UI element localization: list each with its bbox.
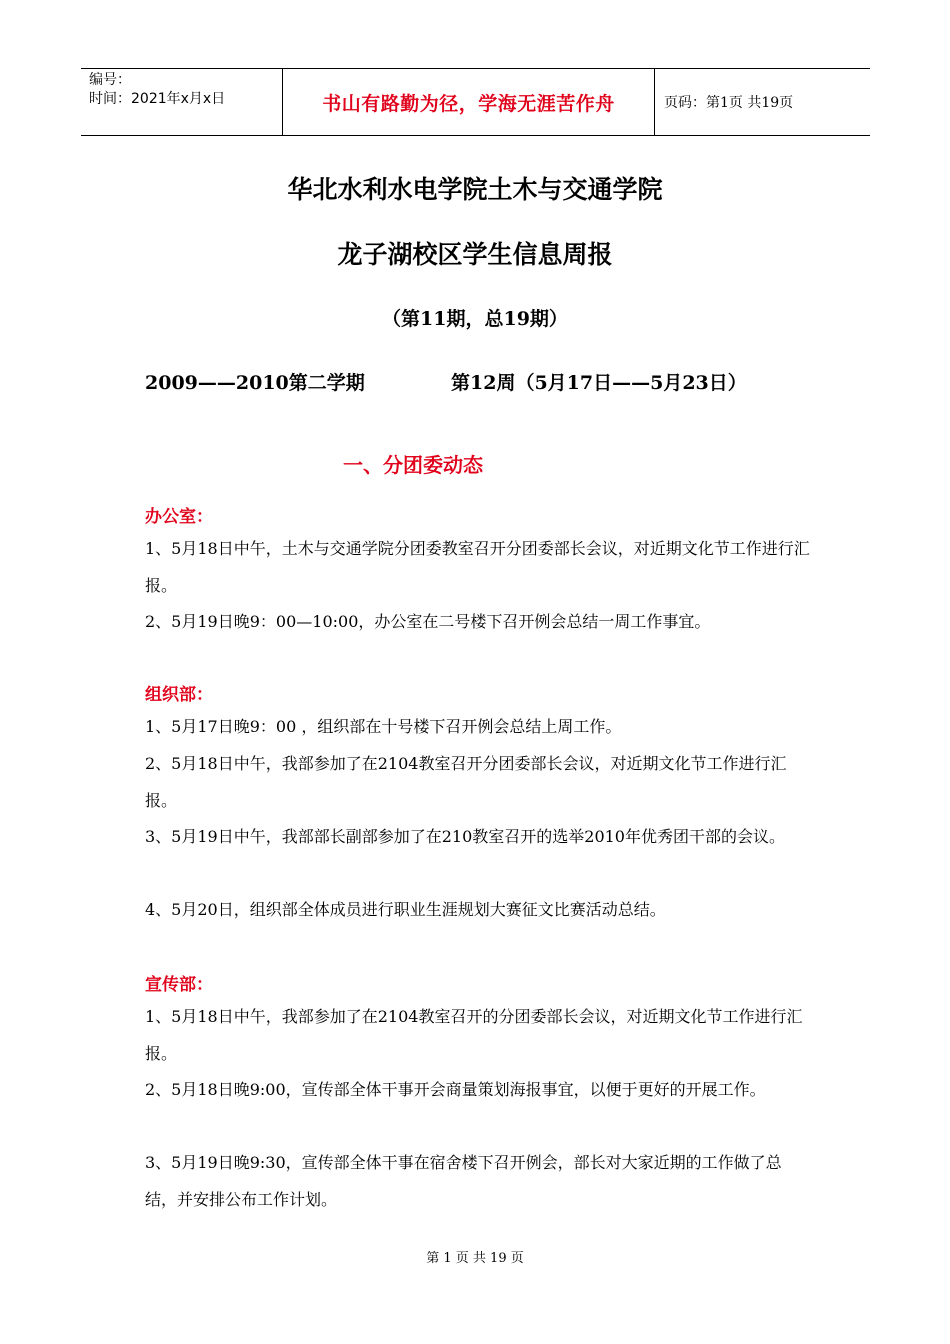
header-table — [81, 68, 870, 136]
publicity-item: 1、5月18日中午，我部参加了在2104教室召开的分团委部长会议，对近期文化节工作进行汇报。 — [145, 1007, 803, 1063]
organization-item: 3、5月19日中午，我部部长副部参加了在210教室召开的选举2010年优秀团干部的会议。 — [145, 827, 785, 846]
publicity-item: 2、5月18日晚9:00，宣传部全体干事开会商量策划海报事宜，以便于更好的开展工作。 — [145, 1080, 766, 1099]
week-range: 第12周（5月17日——5月23日） — [451, 372, 747, 394]
dept-title-office: 办公室： — [145, 507, 213, 527]
publicity-item: 3、5月19日晚9:30，宣传部全体干事在宿舍楼下召开例会，部长对大家近期的工作做了总结，并安排公布工作计划。 — [145, 1153, 782, 1209]
document-number-label: 编号： — [89, 72, 131, 88]
organization-item: 1、5月17日晚9：00 ，组织部在十号楼下召开例会总结上周工作。 — [145, 717, 622, 736]
document-time-label: 时间：2021年x月x日 — [89, 91, 226, 107]
dept-title-publicity: 宣传部： — [145, 975, 213, 995]
organization-item: 4、5月20日，组织部全体成员进行职业生涯规划大赛征文比赛活动总结。 — [145, 900, 666, 919]
dept-title-organization: 组织部： — [145, 685, 213, 705]
issue-number: （第11期，总19期） — [382, 308, 568, 330]
academic-term: 2009——2010第二学期 — [145, 372, 365, 394]
document-title-line2: 龙子湖校区学生信息周报 — [337, 240, 613, 269]
page-footer: 第 1 页 共 19 页 — [426, 1251, 524, 1266]
document-title-line1: 华北水利水电学院土木与交通学院 — [287, 175, 663, 204]
office-item: 1、5月18日中午，土木与交通学院分团委教室召开分团委部长会议，对近期文化节工作进行汇报。 — [145, 539, 810, 595]
header-page-info: 页码：第1页 共19页 — [664, 95, 794, 111]
section-heading: 一、分团委动态 — [343, 453, 483, 477]
header-meta-cell — [81, 69, 282, 135]
office-item: 2、5月19日晚9：00—10:00，办公室在二号楼下召开例会总结一周工作事宜。 — [145, 612, 711, 631]
header-motto: 书山有路勤为径，学海无涯苦作舟 — [282, 69, 655, 135]
organization-item: 2、5月18日中午，我部参加了在2104教室召开分团委部长会议，对近期文化节工作进行汇报。 — [145, 754, 787, 810]
